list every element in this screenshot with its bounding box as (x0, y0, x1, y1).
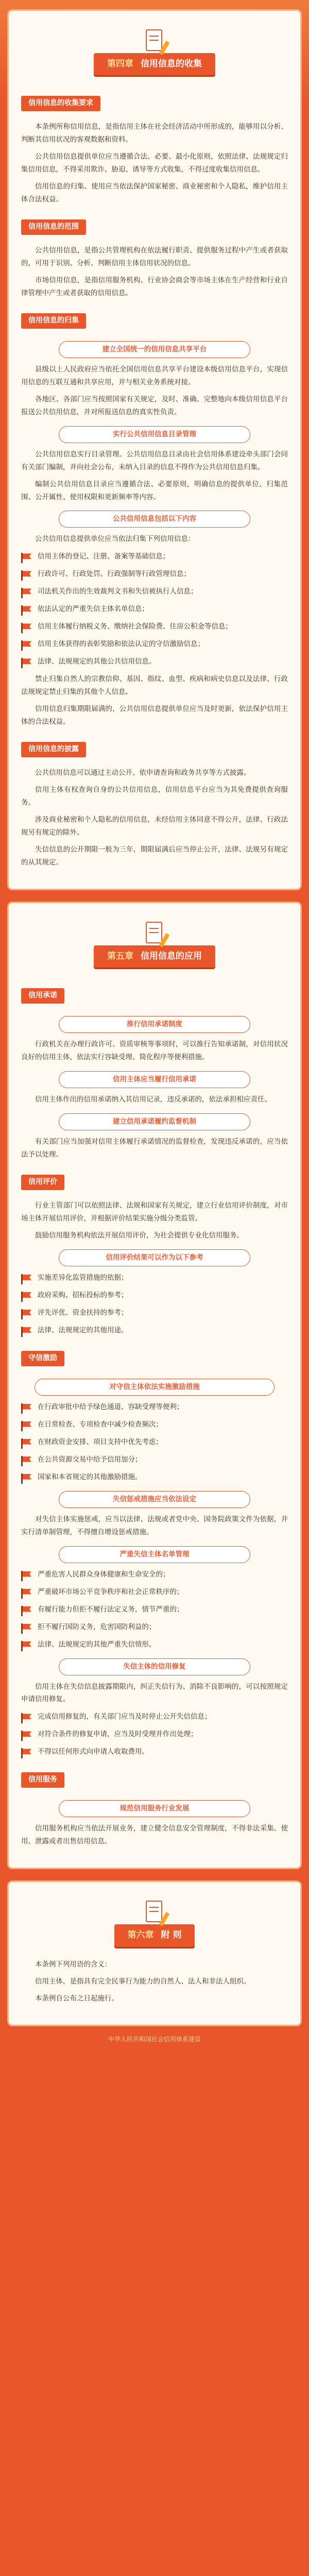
paragraph: 涉及商业秘密和个人隐私的信用信息，未经信用主体同意不得公开，法律、行政法规另有规定的除外。 (21, 816, 288, 837)
subheading-pill: 实行公共信用信息目录管理 (59, 426, 251, 443)
list-item (21, 1728, 288, 1741)
list-item-text: 严重危害人民群众身体健康和生命安全的； (38, 1570, 170, 1579)
flag-icon (21, 640, 32, 651)
chapter-number: 第六章 (127, 1930, 154, 1941)
section-tag: 信用承诺 (21, 988, 64, 1004)
subheading-pill: 公共信用信息包括以下内容 (59, 511, 251, 528)
list-item-text: 行政许可、行政处罚、行政强制等行政管理信息； (38, 570, 191, 579)
chapter-card (7, 1880, 302, 2026)
paragraph: 行业主管部门可以依照法律、法规和国家有关规定，建立行业信用评价制度，对市场主体开展信用评价，并根据评价结果实施分级分类监管。 (21, 1201, 288, 1223)
list-item (21, 1603, 288, 1616)
subheading-pill: 规范信用服务行业发展 (59, 1800, 251, 1817)
paragraph: 信用主体在失信信息披露期限内，纠正失信行为、消除不良影响的，可以按照规定申请信用修复。 (21, 1682, 288, 1704)
paragraph: 本条例下列用语的含义： (35, 1960, 112, 1969)
section-tag: 信用信息的收集要求 (21, 96, 100, 111)
list-item (21, 1586, 288, 1599)
paragraph: 市场信用信息，是指信用服务机构、行业协会商会等市场主体在生产经营和行业自律管理中产生或者获取的信用信息。 (21, 276, 288, 297)
list-item-text: 法律、法规规定的其他严重失信情形。 (38, 1640, 156, 1649)
list-item-text: 有履行能力但拒不履行法定义务，情节严重的； (38, 1605, 184, 1614)
list-item (21, 1453, 288, 1466)
flag-icon (21, 1473, 32, 1484)
list-item-text: 实施差异化监管措施的依据； (38, 1273, 128, 1282)
list-item-text: 评先评优、资金扶持的参考； (38, 1308, 128, 1317)
flag-icon (21, 1456, 32, 1466)
list-item-text: 在行政审批中给予绿色通道、容缺受理等便利； (38, 1402, 184, 1411)
list-item (21, 603, 288, 616)
flag-icon (21, 658, 32, 668)
paragraph: 鼓励信用服务机构依法开展信用评价，为社会提供专业化信用服务。 (35, 1231, 244, 1240)
footer: 中华人民共和国社会信用体系建设 (108, 2035, 201, 2043)
subheading-pill: 信用评价结果可以作为以下参考 (59, 1249, 251, 1266)
subheading-pill: 推行信用承诺制度 (59, 1016, 251, 1033)
list-item (21, 1324, 288, 1337)
list-item (21, 568, 288, 581)
paragraph: 信用主体，是指具有完全民事行为能力的自然人、法人和非法人组织。 (35, 1977, 251, 1986)
flag-icon (21, 1731, 32, 1741)
paragraph: 本条例所称信用信息，是指信用主体在社会经济活动中所形成的，能够用以分析、判断其信用状况的客观数据和资料。 (21, 123, 288, 144)
list-item-text: 在财政资金安排、项目支持中优先考虑； (38, 1437, 163, 1446)
paragraph: 公共信用信息实行目录管理。公共信用信息目录由社会信用体系建设牵头部门会同有关部门编制，并向社会公布，未纳入目录的信息不得作为公共信用信息归集。 (21, 450, 288, 471)
flag-icon (21, 1421, 32, 1431)
chapter-number: 第五章 (107, 951, 133, 961)
section-tag: 守信激励 (21, 1351, 64, 1366)
list-item (21, 1745, 288, 1758)
list-item-text: 信用主体的登记、注册、备案等基础信息； (38, 552, 170, 561)
flag-icon (21, 605, 32, 616)
paragraph: 信用信息的归集、使用应当依法保护国家秘密、商业秘密和个人隐私，维护信用主体合法权益。 (21, 182, 288, 204)
flag-icon (21, 1403, 32, 1414)
paragraph: 本条例自公布之日起施行。 (35, 1994, 118, 2003)
paragraph: 各地区、各部门应当按照国家有关规定，及时、准确、完整地向本级信用信息平台报送公共信用信息，并对所报送信息的真实性负责。 (21, 395, 288, 416)
list-item (21, 1436, 288, 1449)
section-tag: 信用信息的范围 (21, 219, 86, 235)
chapter-head (21, 922, 288, 968)
list-item (21, 655, 288, 668)
list-item (21, 638, 288, 651)
list-item-text: 在公共资源交易中给予信用加分； (38, 1455, 142, 1464)
chapter-head (21, 29, 288, 75)
section-tag: 信用服务 (21, 1772, 64, 1788)
subheading-pill: 失信惩戒措施应当依法设定 (59, 1491, 251, 1508)
list-item-text: 政府采购、招标投标的参考； (38, 1291, 128, 1299)
flag-icon (21, 570, 32, 581)
chapter-title: 信用信息的收集 (141, 59, 202, 69)
list-item (21, 1289, 288, 1302)
paragraph: 公共信用信息提供单位应当遵循合法、必要、最小化原则，依照法律、法规规定归集信用信息，不得采用欺诈、胁迫、诱导等方式收集，不得过度收集信用信息。 (21, 152, 288, 174)
paragraph: 公共信用信息，是指公共管理机构在依法履行职责、提供服务过程中产生或者获取的，可用于识别、分析、判断信用主体信用状况的信息。 (21, 246, 288, 267)
list-item (21, 1307, 288, 1319)
section-tag: 信用评价 (21, 1175, 64, 1190)
paragraph: 公共信用信息提供单位应当依法归集下列信用信息： (35, 535, 195, 544)
list-item-text: 对符合条件的修复申请，应当及时受理并作出处理； (38, 1730, 198, 1739)
flag-icon (21, 1713, 32, 1723)
flag-icon (21, 1606, 32, 1616)
list-item (21, 585, 288, 598)
flag-icon (21, 553, 32, 563)
paragraph: 信用服务机构应当依法开展业务，建立健全信息安全管理制度，不得非法采集、使用、泄露或者出售信用信息。 (21, 1824, 288, 1846)
paragraph: 信用主体有权查询自身的公共信用信息，信用信息平台应当为其免费提供查询服务。 (21, 786, 288, 807)
list-item (21, 1272, 288, 1284)
list-item (21, 1418, 288, 1431)
list-item (21, 1471, 288, 1484)
paragraph: 编制公共信用信息目录应当遵循合法、必要原则，明确信息的提供单位、归集范围、公开属性、使用权限和更新频率等内容。 (21, 480, 288, 501)
subheading-pill: 失信主体的信用修复 (59, 1658, 251, 1675)
section-tag: 信用信息的归集 (21, 313, 86, 329)
subheading-pill: 对守信主体依法实施激励措施 (35, 1379, 274, 1396)
paragraph: 县级以上人民政府应当依托全国信用信息共享平台建设本级信用信息平台，实现信用信息的互联互通和共享应用，并与相关业务系统对接。 (21, 365, 288, 386)
flag-icon (21, 1292, 32, 1302)
flag-icon (21, 1309, 32, 1319)
paragraph: 失信信息的公开期限一般为三年，期限届满后应当停止公开，法律、法规另有规定的从其规定。 (21, 845, 288, 867)
list-item (21, 1621, 288, 1634)
list-item-text: 法律、法规规定的其他公共信用信息。 (38, 657, 156, 666)
list-item-text: 严重破坏市场公平竞争秩序和社会正常秩序的； (38, 1587, 184, 1596)
flag-icon (21, 1623, 32, 1634)
flag-icon (21, 588, 32, 598)
document-pen-icon (143, 922, 166, 950)
list-item-text: 拒不履行国防义务，危害国防利益的； (38, 1622, 156, 1631)
list-item-text: 国家和本省规定的其他激励措施。 (38, 1472, 142, 1481)
flag-icon (21, 1571, 32, 1581)
subheading-pill: 建立信用承诺履约监督机制 (59, 1113, 251, 1130)
list-item (21, 1568, 288, 1581)
paragraph: 信用主体作出的信用承诺纳入其信用记录，违反承诺的，依法承担相应责任。 (35, 1095, 271, 1104)
list-item-text: 司法机关作出的生效裁判文书和失信被执行人信息； (38, 587, 198, 596)
paragraph: 行政机关在办理行政许可、资质审核等事项时，可以推行告知承诺制，对信用状况良好的信用主体，依法实行容缺受理、简化程序等便利措施。 (21, 1040, 288, 1062)
flag-icon (21, 1748, 32, 1758)
list-item-text: 依法认定的严重失信主体名单信息； (38, 605, 149, 614)
subheading-pill: 严重失信主体名单管理 (59, 1546, 251, 1563)
list-item-text: 不得以任何形式向申请人收取费用。 (38, 1748, 149, 1756)
document-pen-icon (143, 29, 166, 57)
list-item (21, 620, 288, 633)
chapter-title: 信用信息的应用 (141, 951, 202, 961)
flag-icon (21, 1438, 32, 1449)
flag-icon (21, 1588, 32, 1599)
flag-icon (21, 623, 32, 633)
list-item-text: 法律、法规规定的其他用途。 (38, 1326, 128, 1334)
paragraph: 公共信用信息可以通过主动公开、依申请查询和政务共享等方式披露。 (35, 769, 251, 777)
chapter-card (7, 9, 302, 890)
section-tag: 信用信息的披露 (21, 742, 86, 757)
document-pen-icon (143, 1901, 166, 1928)
list-item-text: 完成信用修复的，有关部门应当及时停止公开失信信息； (38, 1713, 212, 1721)
chapter-card (7, 902, 302, 1869)
flag-icon (21, 1641, 32, 1651)
chapter-head (21, 1901, 288, 1946)
list-item-text: 信用主体获得的表彰奖励和依法认定的守信激励信息； (38, 640, 204, 649)
list-item-text: 在日常检查、专项检查中减少检查频次； (38, 1420, 163, 1429)
paragraph: 禁止归集自然人的宗教信仰、基因、指纹、血型、疾病和病史信息以及法律、行政法规规定禁止归集的其他个人信息。 (21, 675, 288, 697)
list-item (21, 550, 288, 563)
flag-icon (21, 1274, 32, 1284)
paragraph: 信用信息归集期限届满的，公共信用信息提供单位应当及时更新，依法保护信用主体的合法权益。 (21, 705, 288, 726)
list-item (21, 1710, 288, 1723)
chapter-title: 附 则 (161, 1930, 182, 1941)
flag-icon (21, 1327, 32, 1337)
list-item (21, 1638, 288, 1651)
list-item (21, 1401, 288, 1414)
list-item-text: 信用主体履行纳税义务、缴纳社会保险费、住房公积金等信息； (38, 622, 232, 631)
paragraph: 有关部门应当加强对信用主体履行承诺情况的监督检查，发现违反承诺的，应当依法予以处理。 (21, 1138, 288, 1159)
subheading-pill: 信用主体应当履行信用承诺 (59, 1071, 251, 1088)
chapter-number: 第四章 (107, 59, 133, 69)
subheading-pill: 建立全国统一的信用信息共享平台 (59, 341, 251, 358)
paragraph: 对失信主体实施惩戒，应当以法律、法规或者党中央、国务院政策文件为依据，并实行清单制管理，不得擅自增设惩戒措施。 (21, 1515, 288, 1536)
